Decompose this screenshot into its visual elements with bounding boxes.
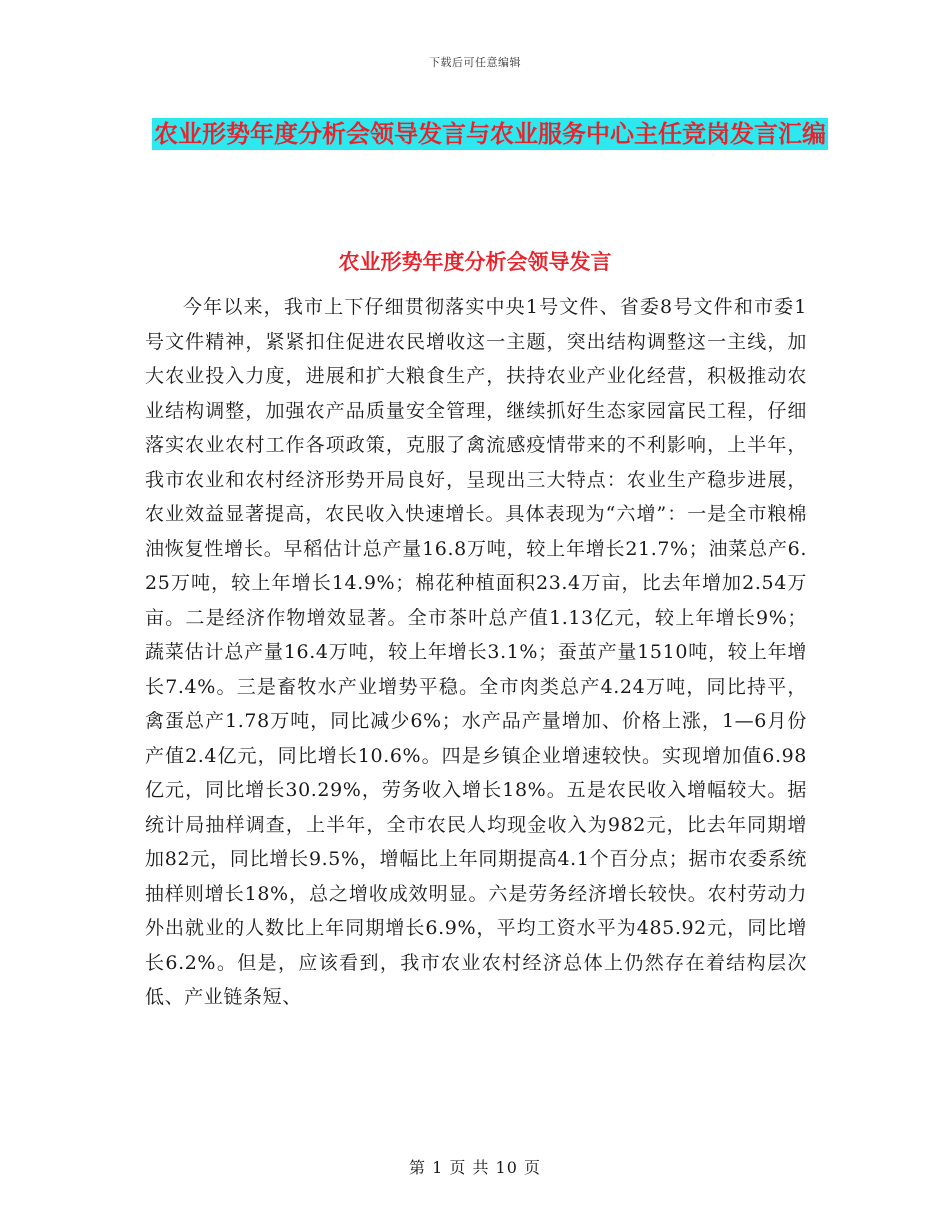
- page-footer: 第 1 页 共 10 页: [409, 1158, 541, 1177]
- body-paragraph: 今年以来，我市上下仔细贯彻落实中央1号文件、省委8号文件和市委1号文件精神，紧紧扣住促进农民增收这一主题，突出结构调整这一主线，加大农业投入力度，进展和扩大粮食生产，扶持农业产业化经营，积极推动农业结构调整，加强农产品质量安全管理，继续抓好生态家园富民工程，仔细落实农业农村工作各项政策，克服了禽流感疫情带来的不利影响，上半年，我市农业和农村经济形势开局良好，呈现出三大特点：农业生产稳步进展，农业效益显著提高，农民收入快速增长。具体表现为“六增”：一是全市粮棉油恢复性增长。早稻估计总产量16.8万吨，较上年增长21.7%；油菜总产6.25万吨，较上年增长14.9%；棉花种植面积23.4万亩，比去年增加2.54万亩。二是经济作物增效显著。全市茶叶总产值1.13亿元，较上年增长9%；蔬菜估计总产量16.4万吨，较上年增长3.1%；蚕茧产量1510吨，较上年增长7.4%。三是畜牧水产业增势平稳。全市肉类总产4.24万吨，同比持平，禽蛋总产1.78万吨，同比减少6%；水产品产量增加、价格上涨，1—6月份产值2.4亿元，同比增长10.6%。四是乡镇企业增速较快。实现增加值6.98亿元，同比增长30.29%，劳务收入增长18%。五是农民收入增幅较大。据统计局抽样调查，上半年，全市农民人均现金收入为982元，比去年同期增加82元，同比增长9.5%，增幅比上年同期提高4.1个百分点；据市农委系统抽样则增长18%，总之增收成效明显。六是劳务经济增长较快。农村劳动力外出就业的人数比上年同期增长6.9%，平均工资水平为485.92元，同比增长6.2%。但是，应该看到，我市农业农村经济总体上仍然存在着结构层次低、产业链条短、: [145, 296, 807, 1008]
- document-title: [150, 112, 830, 156]
- section-title: 农业形势年度分析会领导发言: [338, 250, 612, 274]
- header-note: 下载后可任意编辑: [429, 56, 521, 69]
- document-title-text: 农业形势年度分析会领导发言与农业服务中心主任竞岗发言汇编: [154, 120, 826, 148]
